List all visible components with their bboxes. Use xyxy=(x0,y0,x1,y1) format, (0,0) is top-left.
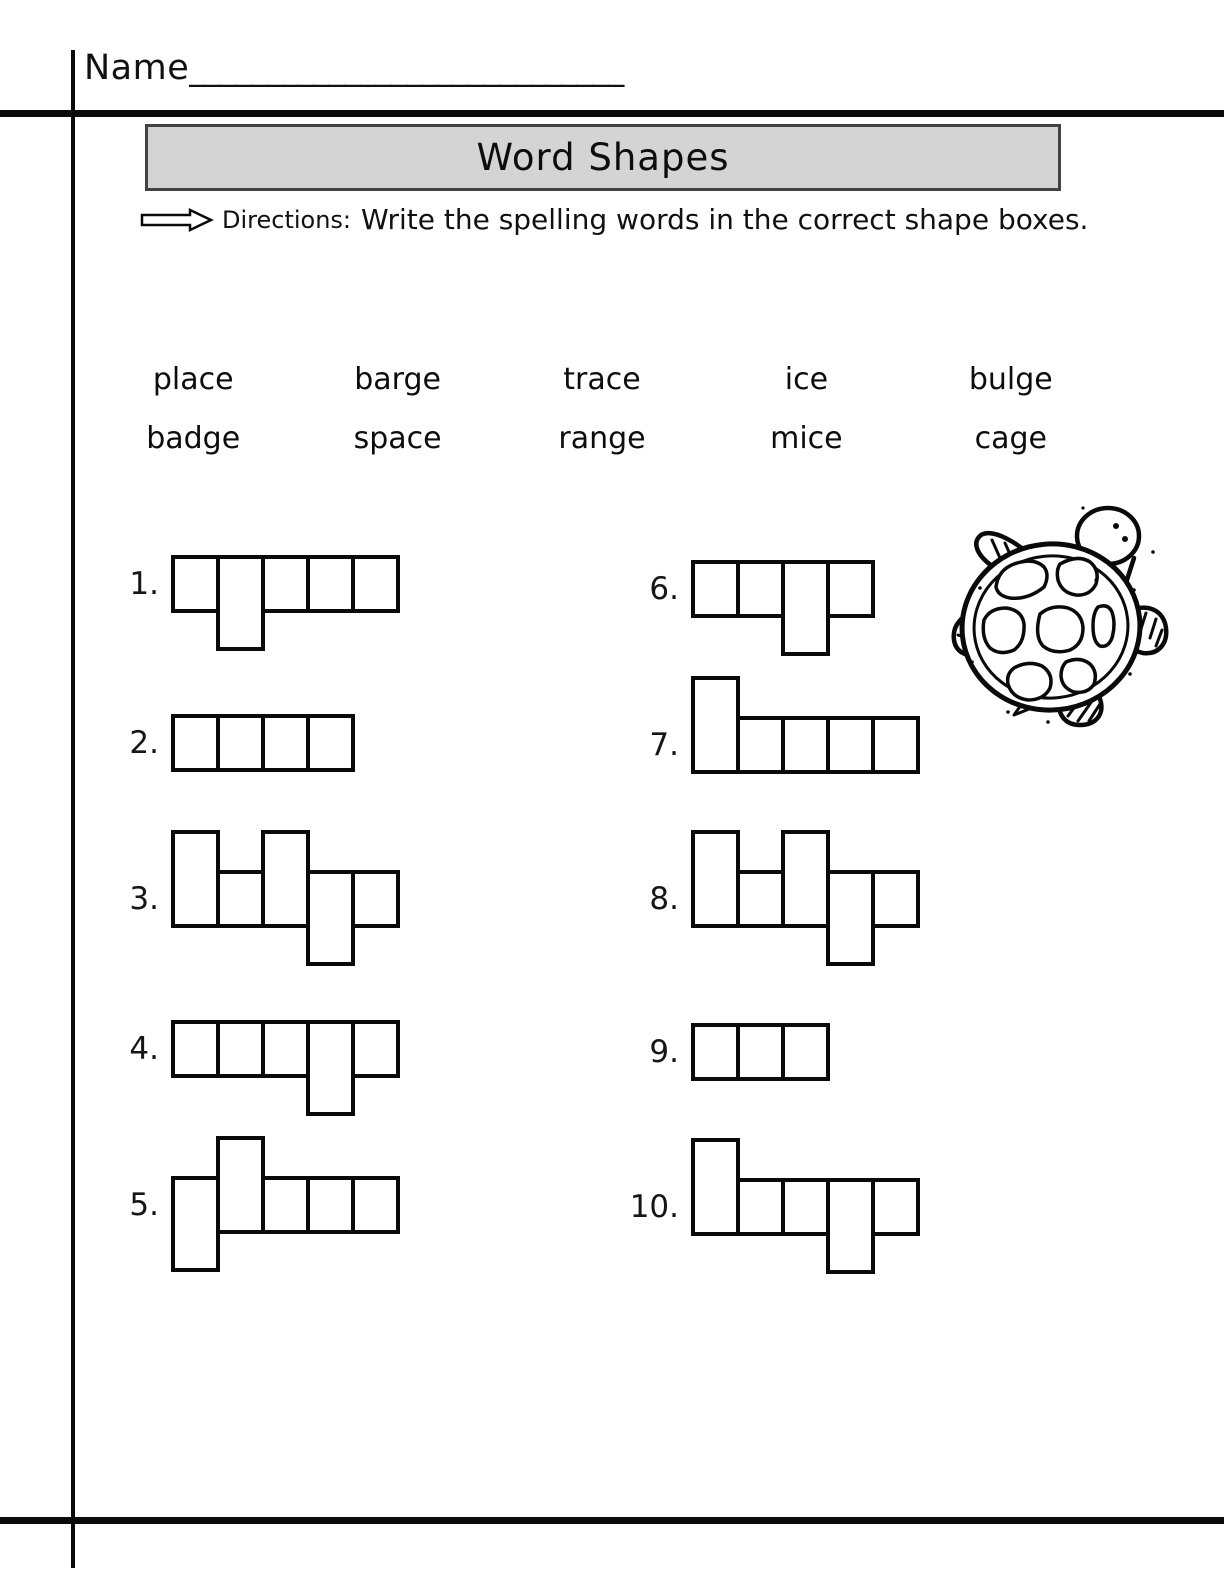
word-bank-word: space xyxy=(353,421,442,456)
word-bank-word: place xyxy=(152,362,234,397)
footer-divider-rule xyxy=(0,1517,1224,1524)
word-bank-word: ice xyxy=(784,362,829,397)
right-arrow-icon xyxy=(140,208,214,232)
left-margin-rule xyxy=(71,50,75,1568)
word-shape-boxes xyxy=(691,830,920,966)
shape-number: 8. xyxy=(649,881,679,917)
word-bank xyxy=(91,350,1113,468)
name-label: Name xyxy=(84,48,190,88)
word-bank-word: bulge xyxy=(968,362,1053,397)
shape-number: 2. xyxy=(129,725,159,761)
directions-label: Directions: xyxy=(222,205,352,234)
word-bank-word: barge xyxy=(354,362,441,397)
shape-number: 10. xyxy=(629,1189,679,1225)
worksheet-title-bar xyxy=(145,124,1061,191)
word-shape-boxes xyxy=(691,1138,920,1274)
word-bank-word: mice xyxy=(770,421,843,456)
word-shape-boxes xyxy=(691,1023,830,1081)
shape-number: 1. xyxy=(129,566,159,602)
shape-number: 5. xyxy=(129,1187,159,1223)
name-blank-line: ____________________________ xyxy=(189,48,624,87)
word-shape-boxes xyxy=(171,1136,400,1272)
word-shape-boxes xyxy=(171,714,355,772)
word-shape-boxes xyxy=(171,1020,400,1116)
shape-number: 7. xyxy=(649,727,679,763)
name-row xyxy=(84,48,623,88)
word-bank-word: badge xyxy=(146,421,241,456)
word-shape-boxes xyxy=(171,555,400,651)
word-shape-boxes xyxy=(691,560,875,656)
shape-number: 4. xyxy=(129,1031,159,1067)
word-bank-word: trace xyxy=(563,362,641,397)
word-shape-boxes xyxy=(691,676,920,774)
turtle-illustration xyxy=(948,492,1170,728)
shape-number: 3. xyxy=(129,881,159,917)
directions-text: Write the spelling words in the correct shape boxes. xyxy=(361,203,1089,236)
shape-number: 9. xyxy=(649,1034,679,1070)
header-divider-rule xyxy=(0,110,1224,117)
directions-row xyxy=(140,203,1088,236)
word-bank-word: range xyxy=(558,421,646,456)
shape-number: 6. xyxy=(649,571,679,607)
page-title: Word Shapes xyxy=(476,136,730,179)
word-shape-boxes xyxy=(171,830,400,966)
word-bank-word: cage xyxy=(974,421,1047,456)
